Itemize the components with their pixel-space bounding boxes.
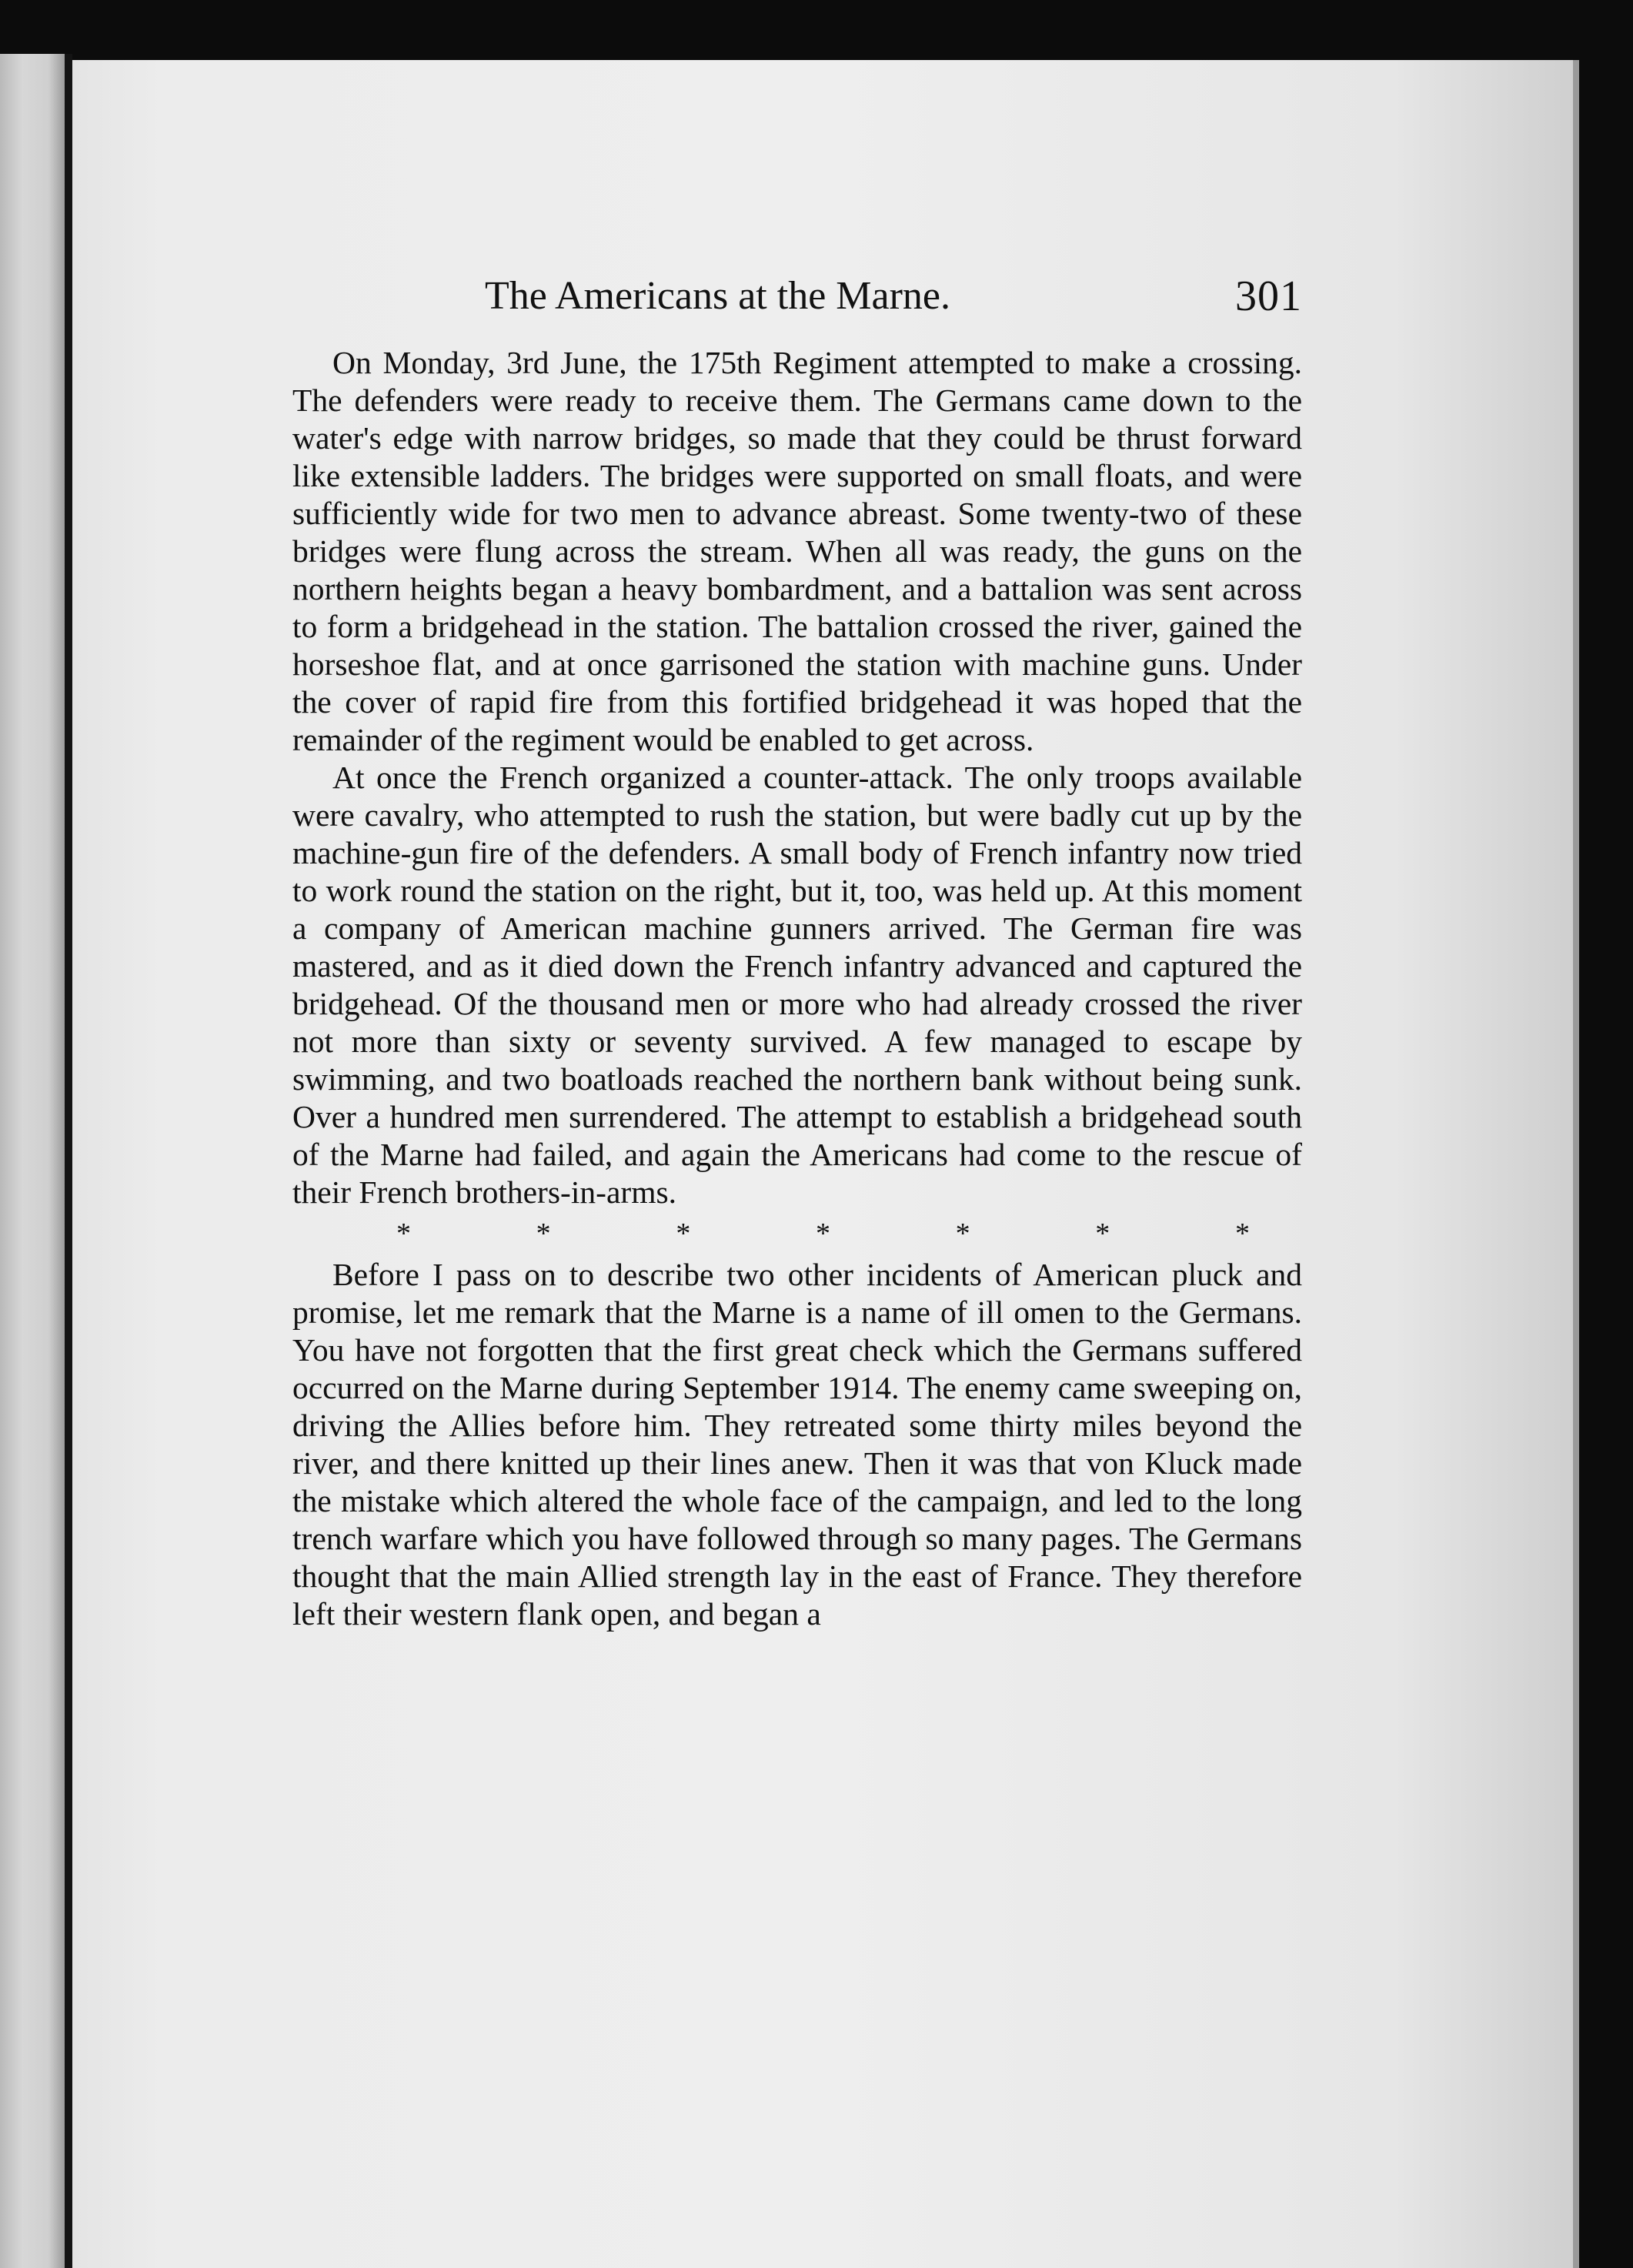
book-gutter <box>65 54 72 2268</box>
section-break-star: * <box>1234 1218 1250 1250</box>
paragraph: At once the French organized a counter-attack. The only troops available were cavalry, who attempted to rush the station, but were badly cut up by the machine-gun fire of the defenders. A small body of French infantry now tried to work round the station on the right, but it, too, was held up. At this moment a company of American machine gunners arrived. The German fire was mastered, and as it died down the French infantry advanced and captured the bridgehead. Of the thousand men or more who had already crossed the river not more than sixty or seventy survived. A few managed to escape by swimming, and two boatloads reached the northern bank without being sunk. Over a hundred men surrendered. The attempt to establish a bridgehead south of the Marne had failed, and again the Americans had come to the rescue of their French brothers-in-arms. <box>292 760 1302 1210</box>
paragraph: Before I pass on to describe two other incidents of American pluck and promise, let me remark that the Marne is a name of ill omen to the Germans. You have not forgotten that the first great check which the Germans suffered occurred on the Marne during September 1914. The enemy came sweeping on, driving the Allies before him. They retreated some thirty miles beyond the river, and there knitted up their lines anew. Then it was that von Kluck made the mistake which altered the whole face of the campaign, and led to the long trench warfare which you have followed through so many pages. The Germans thought that the main Allied strength lay in the east of France. They therefore left their western flank open, and began a <box>292 1257 1302 1632</box>
running-title: The Americans at the Marne. <box>485 274 950 318</box>
section-break-star: * <box>955 1218 970 1250</box>
facing-page-edge <box>0 54 65 2268</box>
page-number: 301 <box>1235 272 1302 320</box>
page-text-block <box>292 266 1302 1633</box>
section-break <box>292 1211 1302 1256</box>
section-break-star: * <box>536 1218 551 1250</box>
section-break-star: * <box>1095 1218 1110 1250</box>
page-right-edge <box>1573 60 1579 2268</box>
running-head <box>292 266 1302 327</box>
section-break-star: * <box>396 1218 411 1250</box>
paragraph: On Monday, 3rd June, the 175th Regiment attempted to make a crossing. The defenders were ready to receive them. The Germans came down to the water's edge with narrow bridges, so made that they could be thrust forward like extensible ladders. The bridges were supported on small floats, and were sufficiently wide for two men to advance abreast. Some twenty-two of these bridges were flung across the stream. When all was ready, the guns on the northern heights began a heavy bombardment, and a battalion was sent across to form a bridgehead in the station. The battalion crossed the river, gained the horseshoe flat, and at once garrisoned the station with machine guns. Under the cover of rapid fire from this fortified bridgehead it was hoped that the remainder of the regiment would be enabled to get across. <box>292 345 1302 757</box>
section-break-star: * <box>676 1218 691 1250</box>
section-break-star: * <box>815 1218 830 1250</box>
